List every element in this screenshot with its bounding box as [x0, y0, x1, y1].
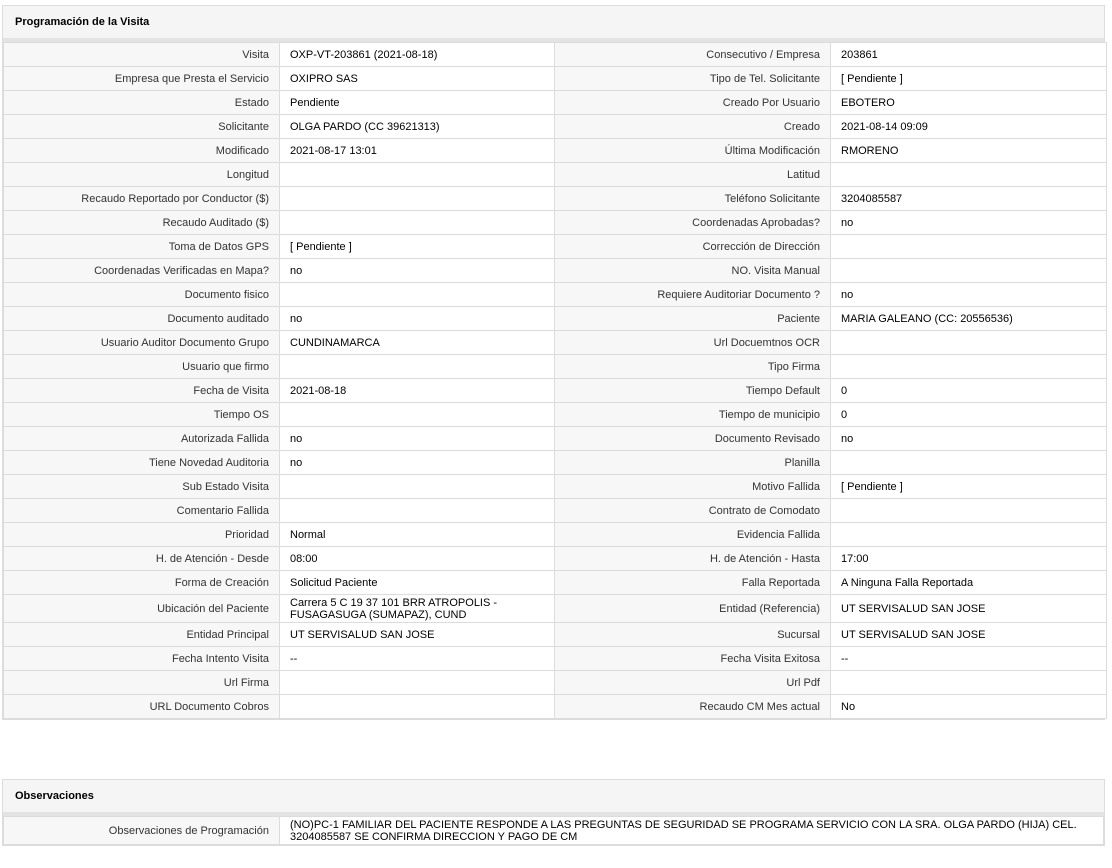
observaciones-title: Observaciones	[3, 780, 1104, 816]
field-label: Motivo Fallida	[555, 475, 831, 499]
field-value	[831, 451, 1107, 475]
field-value: UT SERVISALUD SAN JOSE	[831, 595, 1107, 623]
field-row	[4, 427, 1107, 451]
field-row	[4, 403, 1107, 427]
field-value	[280, 671, 555, 695]
field-value: 17:00	[831, 547, 1107, 571]
field-value	[831, 355, 1107, 379]
field-row	[4, 499, 1107, 523]
field-label: Tiempo de municipio	[555, 403, 831, 427]
field-value: no	[831, 211, 1107, 235]
field-label: URL Documento Cobros	[4, 695, 280, 719]
field-value: no	[280, 427, 555, 451]
field-row	[4, 695, 1107, 719]
field-row	[4, 451, 1107, 475]
field-label: Planilla	[555, 451, 831, 475]
field-value: Pendiente	[280, 91, 555, 115]
field-value: --	[280, 647, 555, 671]
field-row	[4, 139, 1107, 163]
field-value	[831, 163, 1107, 187]
field-label: Usuario que firmo	[4, 355, 280, 379]
field-label: Documento fisico	[4, 283, 280, 307]
field-label: Usuario Auditor Documento Grupo	[4, 331, 280, 355]
field-row	[4, 115, 1107, 139]
field-label: Comentario Fallida	[4, 499, 280, 523]
field-label: Paciente	[555, 307, 831, 331]
field-label: Url Pdf	[555, 671, 831, 695]
field-label: Empresa que Presta el Servicio	[4, 67, 280, 91]
observaciones-label: Observaciones de Programación	[4, 817, 280, 845]
field-value	[831, 523, 1107, 547]
field-value: [ Pendiente ]	[831, 475, 1107, 499]
field-value: Normal	[280, 523, 555, 547]
field-label: H. de Atención - Desde	[4, 547, 280, 571]
field-value: OLGA PARDO (CC 39621313)	[280, 115, 555, 139]
field-value: no	[831, 427, 1107, 451]
field-value: no	[280, 307, 555, 331]
field-value	[831, 259, 1107, 283]
field-row	[4, 187, 1107, 211]
field-value: Carrera 5 C 19 37 101 BRR ATROPOLIS - FUSAGASUGA (SUMAPAZ), CUND	[280, 595, 555, 623]
field-label: Url Firma	[4, 671, 280, 695]
field-row	[4, 571, 1107, 595]
field-label: Falla Reportada	[555, 571, 831, 595]
field-value	[280, 475, 555, 499]
field-row	[4, 307, 1107, 331]
field-value	[280, 403, 555, 427]
field-row	[4, 595, 1107, 623]
field-label: Tiempo OS	[4, 403, 280, 427]
field-row	[4, 331, 1107, 355]
field-label: Teléfono Solicitante	[555, 187, 831, 211]
observaciones-table	[3, 816, 1104, 845]
field-value: 0	[831, 379, 1107, 403]
field-value: UT SERVISALUD SAN JOSE	[831, 623, 1107, 647]
observaciones-row	[4, 817, 1104, 845]
field-label: Fecha Intento Visita	[4, 647, 280, 671]
field-row	[4, 43, 1107, 67]
field-value: no	[831, 283, 1107, 307]
field-value	[280, 163, 555, 187]
field-value: no	[280, 259, 555, 283]
field-label: Fecha de Visita	[4, 379, 280, 403]
field-value	[280, 283, 555, 307]
field-label: Estado	[4, 91, 280, 115]
field-value: Solicitud Paciente	[280, 571, 555, 595]
field-value	[280, 499, 555, 523]
field-label: Longitud	[4, 163, 280, 187]
programacion-table	[3, 42, 1107, 719]
field-label: Contrato de Comodato	[555, 499, 831, 523]
field-value: no	[280, 451, 555, 475]
field-value: 08:00	[280, 547, 555, 571]
field-label: Consecutivo / Empresa	[555, 43, 831, 67]
field-value	[280, 187, 555, 211]
field-label: Visita	[4, 43, 280, 67]
field-value	[831, 235, 1107, 259]
field-label: Ubicación del Paciente	[4, 595, 280, 623]
field-label: Tiene Novedad Auditoria	[4, 451, 280, 475]
field-row	[4, 547, 1107, 571]
field-label: Prioridad	[4, 523, 280, 547]
field-label: Fecha Visita Exitosa	[555, 647, 831, 671]
field-value: 0	[831, 403, 1107, 427]
field-label: Creado	[555, 115, 831, 139]
field-label: Entidad (Referencia)	[555, 595, 831, 623]
field-value: CUNDINAMARCA	[280, 331, 555, 355]
field-row	[4, 259, 1107, 283]
field-value: [ Pendiente ]	[831, 67, 1107, 91]
observaciones-value: (NO)PC-1 FAMILIAR DEL PACIENTE RESPONDE A LAS PREGUNTAS DE SEGURIDAD SE PROGRAMA SERVICIO CON LA SRA. OLGA PARDO (HIJA) CEL. 3204085587 SE CONFIRMA DIRECCION Y PAGO DE CM	[280, 817, 1104, 845]
programacion-title: Programación de la Visita	[3, 6, 1104, 42]
programacion-panel	[2, 5, 1105, 720]
field-row	[4, 623, 1107, 647]
field-value: EBOTERO	[831, 91, 1107, 115]
field-row	[4, 379, 1107, 403]
field-label: Url Docuemtnos OCR	[555, 331, 831, 355]
field-value	[831, 499, 1107, 523]
field-label: Sub Estado Visita	[4, 475, 280, 499]
field-value: RMORENO	[831, 139, 1107, 163]
field-label: Evidencia Fallida	[555, 523, 831, 547]
field-label: Sucursal	[555, 623, 831, 647]
field-label: Latitud	[555, 163, 831, 187]
field-label: Creado Por Usuario	[555, 91, 831, 115]
field-value	[280, 695, 555, 719]
field-row	[4, 523, 1107, 547]
field-label: Requiere Auditoriar Documento ?	[555, 283, 831, 307]
field-value: No	[831, 695, 1107, 719]
field-row	[4, 647, 1107, 671]
field-value: A Ninguna Falla Reportada	[831, 571, 1107, 595]
field-value: 2021-08-17 13:01	[280, 139, 555, 163]
field-label: H. de Atención - Hasta	[555, 547, 831, 571]
field-value: UT SERVISALUD SAN JOSE	[280, 623, 555, 647]
field-label: Coordenadas Verificadas en Mapa?	[4, 259, 280, 283]
field-label: Forma de Creación	[4, 571, 280, 595]
field-label: Tipo de Tel. Solicitante	[555, 67, 831, 91]
field-value: 2021-08-18	[280, 379, 555, 403]
field-label: Recaudo Auditado ($)	[4, 211, 280, 235]
field-label: Coordenadas Aprobadas?	[555, 211, 831, 235]
field-label: Tipo Firma	[555, 355, 831, 379]
field-row	[4, 91, 1107, 115]
field-value: OXP-VT-203861 (2021-08-18)	[280, 43, 555, 67]
field-value	[280, 355, 555, 379]
field-label: Entidad Principal	[4, 623, 280, 647]
field-label: Tiempo Default	[555, 379, 831, 403]
field-value	[831, 671, 1107, 695]
field-value	[280, 211, 555, 235]
field-row	[4, 671, 1107, 695]
field-row	[4, 235, 1107, 259]
field-value: --	[831, 647, 1107, 671]
field-label: Autorizada Fallida	[4, 427, 280, 451]
field-label: Modificado	[4, 139, 280, 163]
field-label: Solicitante	[4, 115, 280, 139]
field-value: MARIA GALEANO (CC: 20556536)	[831, 307, 1107, 331]
field-label: Documento auditado	[4, 307, 280, 331]
field-value	[831, 331, 1107, 355]
field-row	[4, 211, 1107, 235]
field-label: Recaudo Reportado por Conductor ($)	[4, 187, 280, 211]
field-value: OXIPRO SAS	[280, 67, 555, 91]
field-label: Documento Revisado	[555, 427, 831, 451]
field-row	[4, 475, 1107, 499]
field-value: 2021-08-14 09:09	[831, 115, 1107, 139]
field-label: NO. Visita Manual	[555, 259, 831, 283]
field-value: [ Pendiente ]	[280, 235, 555, 259]
field-row	[4, 163, 1107, 187]
field-row	[4, 67, 1107, 91]
field-label: Toma de Datos GPS	[4, 235, 280, 259]
field-value: 203861	[831, 43, 1107, 67]
field-label: Recaudo CM Mes actual	[555, 695, 831, 719]
field-label: Corrección de Dirección	[555, 235, 831, 259]
field-value: 3204085587	[831, 187, 1107, 211]
field-label: Última Modificación	[555, 139, 831, 163]
field-row	[4, 283, 1107, 307]
field-row	[4, 355, 1107, 379]
observaciones-panel	[2, 779, 1105, 846]
